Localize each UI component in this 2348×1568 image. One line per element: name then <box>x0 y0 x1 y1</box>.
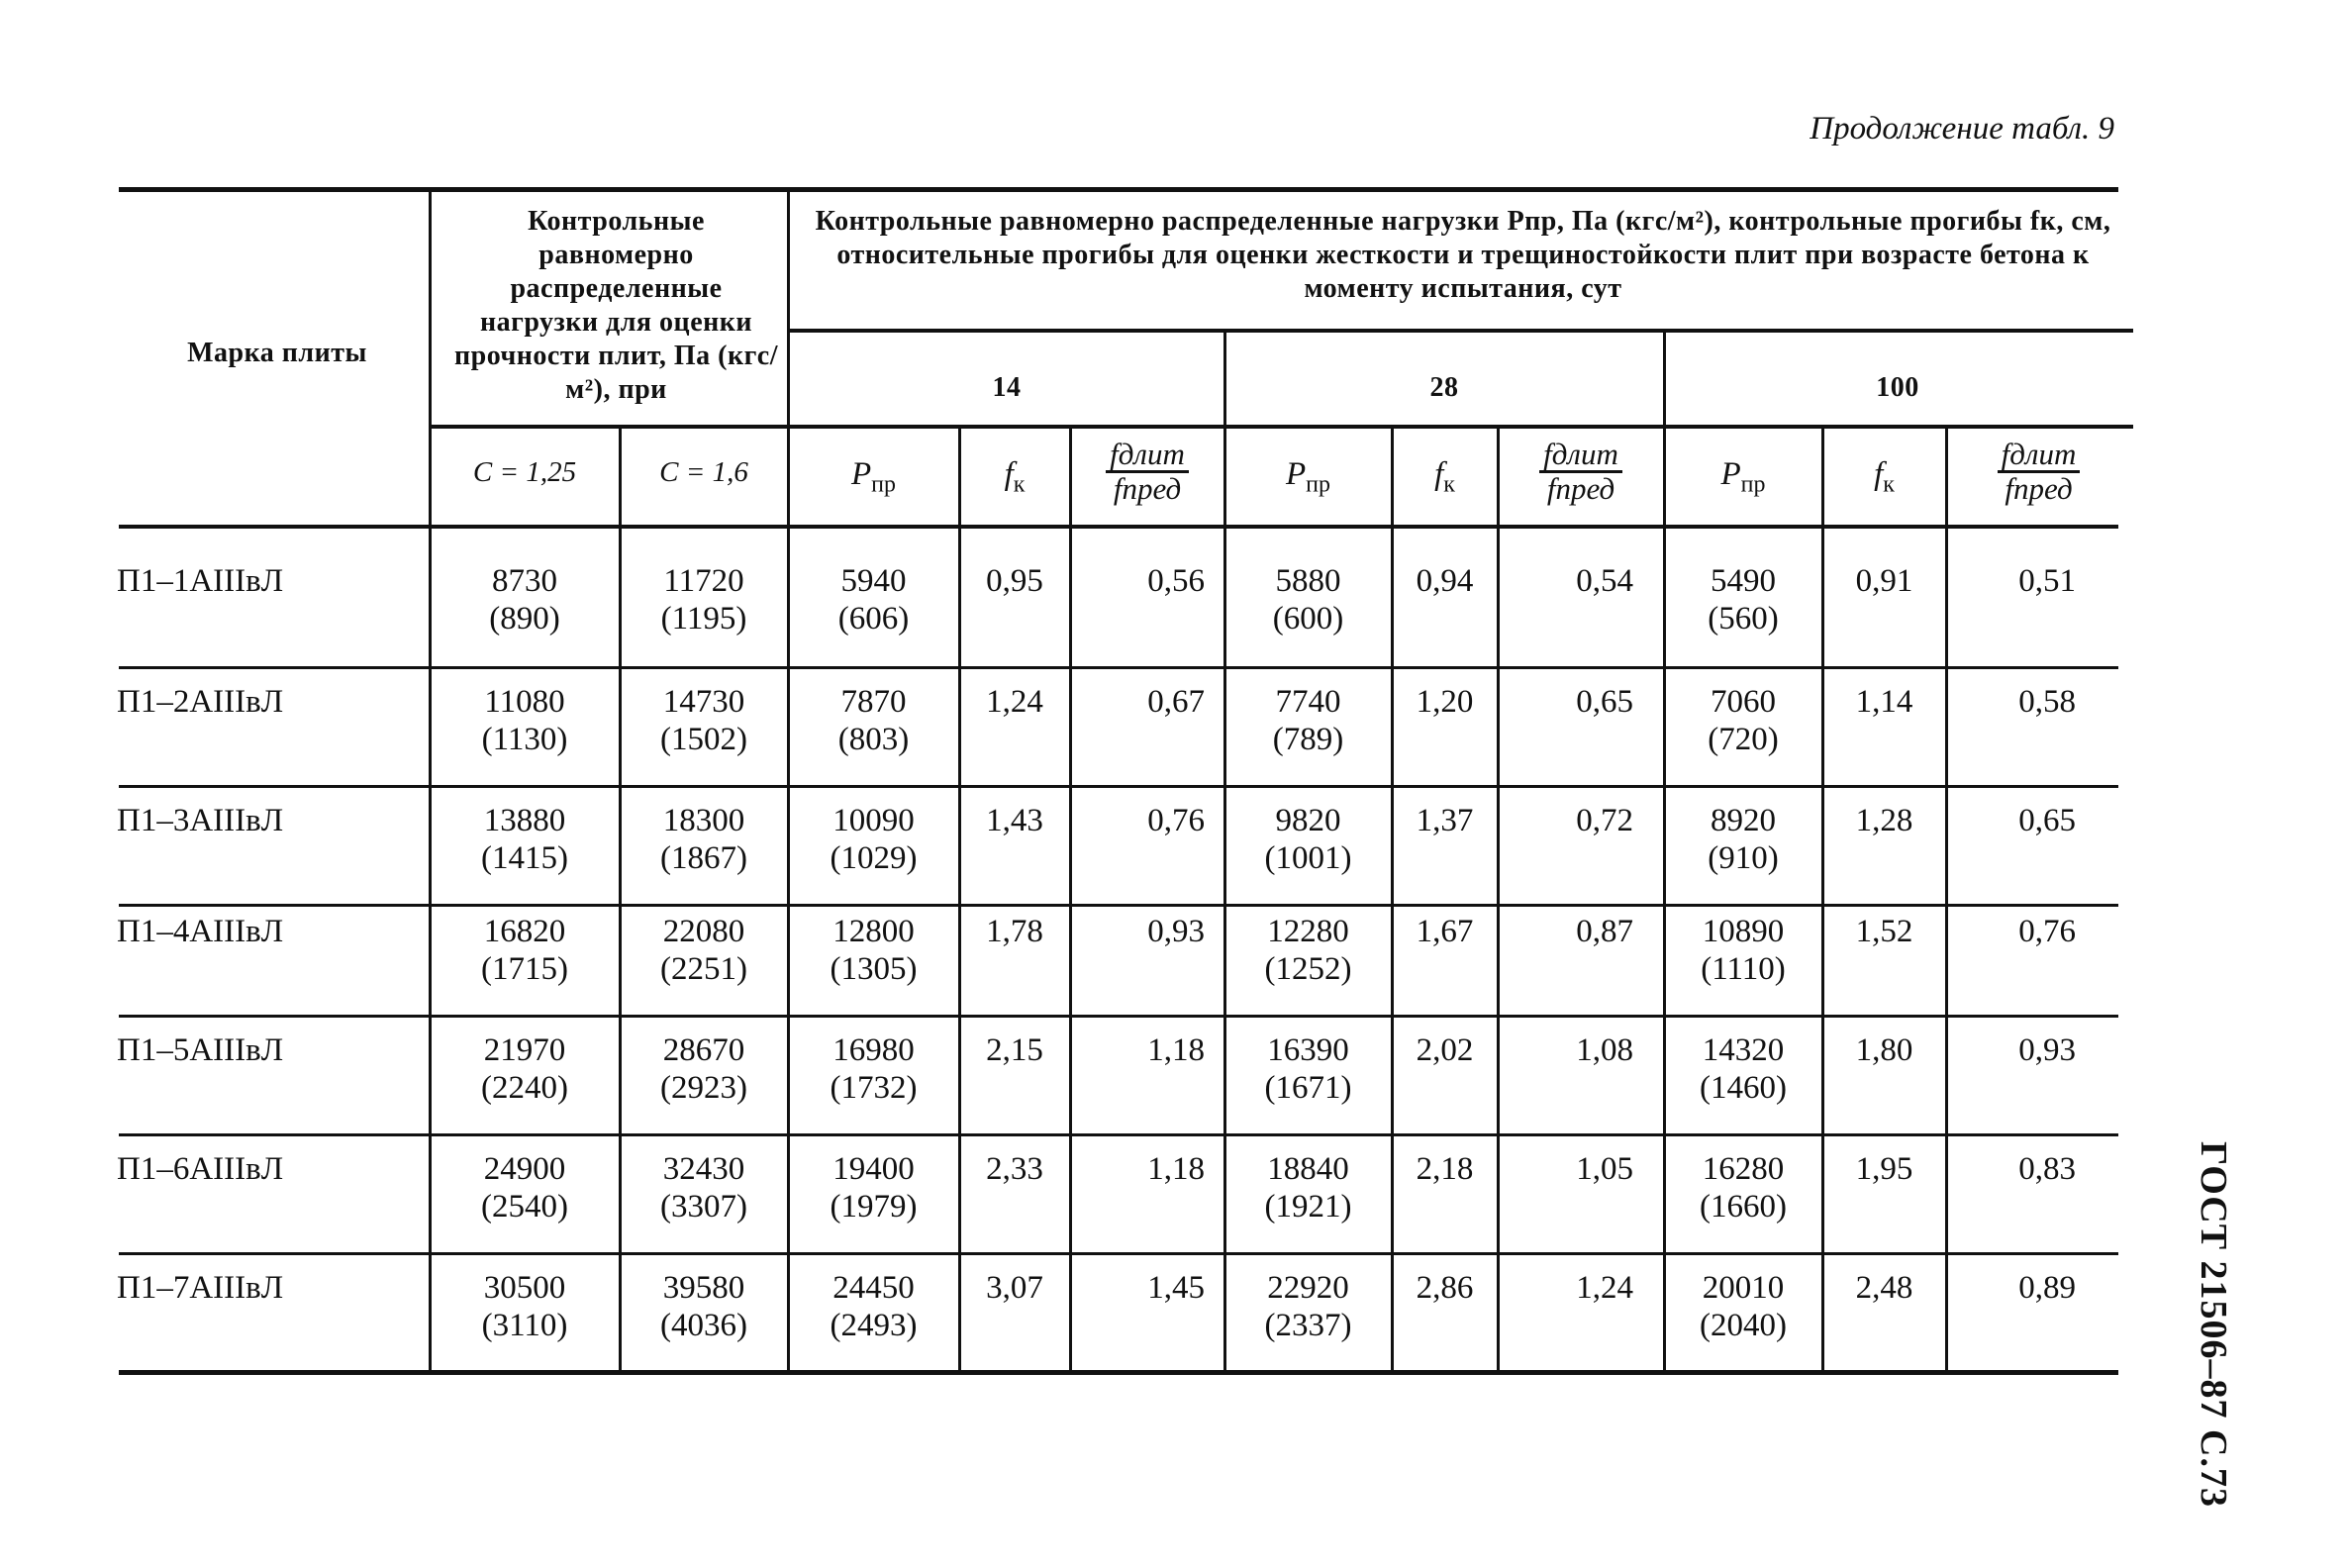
cell-value-kgf: (720) <box>1708 722 1779 757</box>
cell-value: 0,76 <box>2018 914 2076 949</box>
cell-value-kgf: (1867) <box>660 840 747 876</box>
table-cell-c1 <box>431 1150 619 1225</box>
cell-value: 1,37 <box>1416 803 1474 838</box>
cell-value: 1,20 <box>1416 684 1474 720</box>
table-cell-p100 <box>1665 1269 1821 1344</box>
table-cell-f28 <box>1393 1150 1497 1188</box>
table-cell-r100 <box>1947 562 2076 600</box>
header-frac-28: $\frac{\text{fдлит}}{\text{fпред}}$ <box>1499 436 1663 505</box>
rule-header-sub <box>431 425 2133 429</box>
cell-value: 1,45 <box>1147 1270 1205 1306</box>
cell-value: 12800 <box>832 914 915 949</box>
cell-value-kgf: (4036) <box>660 1308 747 1343</box>
cell-value: 0,51 <box>2018 563 2076 599</box>
table-cell-p100 <box>1665 1031 1821 1107</box>
table-cell-c2 <box>621 562 787 637</box>
cell-value: 32430 <box>662 1151 745 1187</box>
table-cell-f28 <box>1393 1269 1497 1307</box>
cell-value-kgf: (2240) <box>481 1070 568 1106</box>
cell-value: 10090 <box>832 803 915 838</box>
cell-value: 0,93 <box>1147 914 1205 949</box>
cell-value-kgf: (1660) <box>1700 1189 1787 1225</box>
table-cell-p14 <box>789 802 958 877</box>
cell-value: 5490 <box>1711 563 1776 599</box>
header-p-100: $P_{пр}$ <box>1720 456 1766 498</box>
table-cell-r100 <box>1947 913 2076 950</box>
table-cell-r100 <box>1947 802 2076 839</box>
cell-value-kgf: (1130) <box>481 722 568 757</box>
cell-value: 0,95 <box>986 563 1043 599</box>
cell-value: 0,72 <box>1576 803 1633 838</box>
cell-value: 0,87 <box>1576 914 1633 949</box>
table-cell-p28 <box>1225 1150 1391 1225</box>
table-cell-r28 <box>1499 913 1633 950</box>
cell-value: 7740 <box>1275 684 1341 720</box>
table-cell-p14 <box>789 913 958 988</box>
cell-value: 1,80 <box>1855 1032 1913 1068</box>
table-cell-f100 <box>1823 683 1945 721</box>
table-cell-f14 <box>960 913 1069 950</box>
cell-value: 20010 <box>1702 1270 1785 1306</box>
cell-value: 14320 <box>1702 1032 1785 1068</box>
header-f-28: $f_к$ <box>1434 456 1455 498</box>
table-cell-r14 <box>1071 913 1205 950</box>
cell-value: 1,52 <box>1855 914 1913 949</box>
cell-value: 1,95 <box>1855 1151 1913 1187</box>
cell-value: 0,65 <box>1576 684 1633 720</box>
cell-value-kgf: (2540) <box>481 1189 568 1225</box>
table-cell-c2 <box>621 913 787 988</box>
cell-value: 28670 <box>662 1032 745 1068</box>
cell-value: 1,78 <box>986 914 1043 949</box>
table-cell-r100 <box>1947 1150 2076 1188</box>
cell-value: 1,18 <box>1147 1151 1205 1187</box>
cell-value: 2,48 <box>1855 1270 1913 1306</box>
cell-value-kgf: (1979) <box>830 1189 918 1225</box>
row-divider <box>119 666 2118 669</box>
cell-value: 12280 <box>1267 914 1349 949</box>
table-cell-r100 <box>1947 1031 2076 1069</box>
table-cell-f14 <box>960 1031 1069 1069</box>
cell-value-kgf: (3307) <box>660 1189 747 1225</box>
header-frac-14: $\frac{\text{fдлит}}{\text{fпред}}$ <box>1071 436 1223 505</box>
row-divider <box>119 1133 2118 1136</box>
cell-value: 16820 <box>483 914 566 949</box>
table-cell-c1 <box>431 913 619 988</box>
cell-value-kgf: (606) <box>837 601 910 637</box>
cell-value: 9820 <box>1275 803 1341 838</box>
row-divider <box>119 785 2118 788</box>
cell-value-kgf: (890) <box>489 601 560 637</box>
header-age-100: 100 <box>1876 372 1919 403</box>
cell-value: 0,83 <box>2018 1151 2076 1187</box>
header-mark: Марка плиты <box>187 338 367 368</box>
cell-value: 5940 <box>840 563 907 599</box>
cell-value: 0,54 <box>1576 563 1633 599</box>
table-cell-r28 <box>1499 1031 1633 1069</box>
row-divider <box>119 1252 2118 1255</box>
header-age-14: 14 <box>992 372 1022 403</box>
table-cell-f14 <box>960 1269 1069 1307</box>
cell-value: 13880 <box>483 803 566 838</box>
table-cell-c2 <box>621 1269 787 1344</box>
cell-value: П1–1АIIIвЛ <box>117 563 284 599</box>
table-cell-r28 <box>1499 802 1633 839</box>
table-cell-mark <box>117 1150 414 1188</box>
rule-bottom <box>119 1370 2118 1375</box>
cell-value: 1,24 <box>1576 1270 1633 1306</box>
cell-value-kgf: (2923) <box>660 1070 747 1106</box>
cell-value: 1,43 <box>986 803 1043 838</box>
table-cell-r14 <box>1071 1150 1205 1188</box>
table-cell-f14 <box>960 562 1069 600</box>
table-cell-p100 <box>1665 683 1821 758</box>
cell-value-kgf: (1921) <box>1264 1189 1352 1225</box>
table-cell-p28 <box>1225 562 1391 637</box>
table-cell-f100 <box>1823 562 1945 600</box>
table-cell-f28 <box>1393 562 1497 600</box>
cell-value: 2,15 <box>986 1032 1043 1068</box>
cell-value-kgf: (1732) <box>830 1070 918 1106</box>
table-cell-f100 <box>1823 913 1945 950</box>
cell-value: 22080 <box>662 914 745 949</box>
cell-value: 0,56 <box>1147 563 1205 599</box>
cell-value: П1–3АIIIвЛ <box>117 803 284 838</box>
cell-value: 16390 <box>1267 1032 1349 1068</box>
cell-value: 3,07 <box>986 1270 1043 1306</box>
table-cell-f14 <box>960 802 1069 839</box>
cell-value: 39580 <box>662 1270 745 1306</box>
table-cell-p14 <box>789 1269 958 1344</box>
header-p-28: $P_{пр}$ <box>1285 456 1330 498</box>
cell-value: 16980 <box>832 1032 915 1068</box>
table-cell-p28 <box>1225 1269 1391 1344</box>
cell-value: 30500 <box>483 1270 566 1306</box>
cell-value: 1,08 <box>1576 1032 1633 1068</box>
table-cell-r100 <box>1947 683 2076 721</box>
cell-value-kgf: (1001) <box>1264 840 1352 876</box>
cell-value-kgf: (1029) <box>830 840 918 876</box>
cell-value: 0,94 <box>1416 563 1474 599</box>
row-divider <box>119 904 2118 907</box>
cell-value: 0,58 <box>2018 684 2076 720</box>
cell-value-kgf: (1252) <box>1264 951 1352 987</box>
cell-value-kgf: (1502) <box>660 722 747 757</box>
table-cell-r28 <box>1499 1150 1633 1188</box>
cell-value: П1–7АIIIвЛ <box>117 1270 284 1306</box>
cell-value: П1–5АIIIвЛ <box>117 1032 284 1068</box>
cell-value: 7870 <box>840 684 907 720</box>
cell-value: 1,18 <box>1147 1032 1205 1068</box>
row-divider <box>119 1015 2118 1018</box>
cell-value: 8730 <box>492 563 557 599</box>
cell-value: 22920 <box>1267 1270 1349 1306</box>
cell-value: 18840 <box>1267 1151 1349 1187</box>
table-cell-c2 <box>621 1150 787 1225</box>
cell-value-kgf: (2040) <box>1700 1308 1787 1343</box>
table-cell-p100 <box>1665 802 1821 877</box>
table-cell-mark <box>117 1031 414 1069</box>
cell-value: 18300 <box>662 803 745 838</box>
rule-header-bottom <box>119 525 2118 529</box>
cell-value: 1,28 <box>1855 803 1913 838</box>
cell-value: 1,67 <box>1416 914 1474 949</box>
header-p-14: $P_{пр}$ <box>850 456 896 498</box>
table-cell-f14 <box>960 683 1069 721</box>
cell-value: П1–4АIIIвЛ <box>117 914 284 949</box>
table-cell-f100 <box>1823 1269 1945 1307</box>
table-cell-p14 <box>789 683 958 758</box>
cell-value-kgf: (1110) <box>1701 951 1786 987</box>
header-c1: C = 1,25 <box>472 456 577 488</box>
cell-value: П1–2АIIIвЛ <box>117 684 284 720</box>
table-cell-mark <box>117 913 414 950</box>
table-cell-c1 <box>431 1269 619 1344</box>
table-cell-c1 <box>431 562 619 637</box>
table-cell-c2 <box>621 802 787 877</box>
cell-value: 11720 <box>663 563 744 599</box>
rule-header-mid <box>789 329 2133 333</box>
cell-value-kgf: (3110) <box>481 1308 568 1343</box>
table-cell-r14 <box>1071 1031 1205 1069</box>
cell-value: 7060 <box>1711 684 1776 720</box>
side-label: ГОСТ 21506–87 С.73 <box>2193 1141 2234 1508</box>
cell-value: 1,24 <box>986 684 1043 720</box>
rule-top <box>119 187 2118 192</box>
cell-value: 21970 <box>483 1032 566 1068</box>
cell-value: 2,02 <box>1416 1032 1474 1068</box>
cell-value-kgf: (1671) <box>1264 1070 1352 1106</box>
cell-value: 2,33 <box>986 1151 1043 1187</box>
cell-value: 16280 <box>1702 1151 1785 1187</box>
table-cell-f14 <box>960 1150 1069 1188</box>
table-cell-r14 <box>1071 683 1205 721</box>
cell-value-kgf: (600) <box>1272 601 1344 637</box>
cell-value: 0,91 <box>1855 563 1913 599</box>
header-f-14: $f_к$ <box>1004 456 1026 498</box>
table-cell-r14 <box>1071 802 1205 839</box>
table-cell-p28 <box>1225 683 1391 758</box>
cell-value: П1–6АIIIвЛ <box>117 1151 284 1187</box>
cell-value: 0,76 <box>1147 803 1205 838</box>
table-cell-f100 <box>1823 802 1945 839</box>
cell-value-kgf: (910) <box>1708 840 1779 876</box>
cell-value: 2,18 <box>1416 1151 1474 1187</box>
header-strength: Контрольные равномерно распределенные нагрузки для оценки прочности плит, Па (кгс/м²), при <box>454 206 778 405</box>
cell-value-kgf: (2337) <box>1264 1308 1352 1343</box>
table-cell-f28 <box>1393 802 1497 839</box>
cell-value: 1,14 <box>1855 684 1913 720</box>
cell-value-kgf: (2251) <box>660 951 747 987</box>
table-cell-p100 <box>1665 562 1821 637</box>
table-cell-p100 <box>1665 1150 1821 1225</box>
table-cell-c1 <box>431 802 619 877</box>
table-cell-mark <box>117 1269 414 1307</box>
table-cell-r28 <box>1499 683 1633 721</box>
header-age-28: 28 <box>1429 372 1459 403</box>
table-cell-f28 <box>1393 1031 1497 1069</box>
table-cell-r14 <box>1071 562 1205 600</box>
cell-value: 0,65 <box>2018 803 2076 838</box>
cell-value-kgf: (2493) <box>830 1308 918 1343</box>
cell-value: 10890 <box>1702 914 1785 949</box>
table-cell-r14 <box>1071 1269 1205 1307</box>
header-c2: C = 1,6 <box>659 456 748 488</box>
table-cell-p14 <box>789 1031 958 1107</box>
header-f-100: $f_к$ <box>1874 456 1895 498</box>
cell-value: 5880 <box>1275 563 1341 599</box>
cell-value: 2,86 <box>1416 1270 1474 1306</box>
cell-value-kgf: (1305) <box>830 951 918 987</box>
cell-value: 0,67 <box>1147 684 1205 720</box>
cell-value: 1,05 <box>1576 1151 1633 1187</box>
table-cell-c2 <box>621 1031 787 1107</box>
table-cell-p100 <box>1665 913 1821 988</box>
table-cell-r28 <box>1499 562 1633 600</box>
cell-value-kgf: (789) <box>1272 722 1344 757</box>
table-cell-p14 <box>789 1150 958 1225</box>
table-cell-p28 <box>1225 802 1391 877</box>
cell-value: 19400 <box>832 1151 915 1187</box>
table-cell-r100 <box>1947 1269 2076 1307</box>
table-caption: Продолжение табл. 9 <box>1810 111 2114 147</box>
table-cell-f28 <box>1393 913 1497 950</box>
cell-value-kgf: (1460) <box>1700 1070 1787 1106</box>
cell-value-kgf: (1415) <box>481 840 568 876</box>
header-control: Контрольные равномерно распределенные нагрузки Pпр, Па (кгс/м²), контрольные прогибы fк, см, относительные прогибы для оценки жесткости и трещиностойкости плит при возрасте бетона к моменту испытания, сут <box>815 206 2111 304</box>
table-cell-p28 <box>1225 1031 1391 1107</box>
table-cell-mark <box>117 802 414 839</box>
table-cell-c2 <box>621 683 787 758</box>
cell-value: 0,93 <box>2018 1032 2076 1068</box>
table-cell-f100 <box>1823 1031 1945 1069</box>
table-cell-f28 <box>1393 683 1497 721</box>
cell-value: 0,89 <box>2018 1270 2076 1306</box>
table-cell-p14 <box>789 562 958 637</box>
cell-value-kgf: (560) <box>1708 601 1779 637</box>
table-cell-r28 <box>1499 1269 1633 1307</box>
table-cell-mark <box>117 562 414 600</box>
table-cell-c1 <box>431 1031 619 1107</box>
cell-value: 8920 <box>1711 803 1776 838</box>
table-cell-p28 <box>1225 913 1391 988</box>
cell-value: 11080 <box>484 684 565 720</box>
cell-value-kgf: (803) <box>837 722 910 757</box>
cell-value: 24900 <box>483 1151 566 1187</box>
cell-value-kgf: (1195) <box>660 601 747 637</box>
cell-value-kgf: (1715) <box>481 951 568 987</box>
cell-value: 14730 <box>662 684 745 720</box>
table-cell-mark <box>117 683 414 721</box>
header-frac-100: $\frac{\text{fдлит}}{\text{fпред}}$ <box>1947 436 2130 505</box>
cell-value: 24450 <box>832 1270 915 1306</box>
table-cell-c1 <box>431 683 619 758</box>
table-cell-f100 <box>1823 1150 1945 1188</box>
